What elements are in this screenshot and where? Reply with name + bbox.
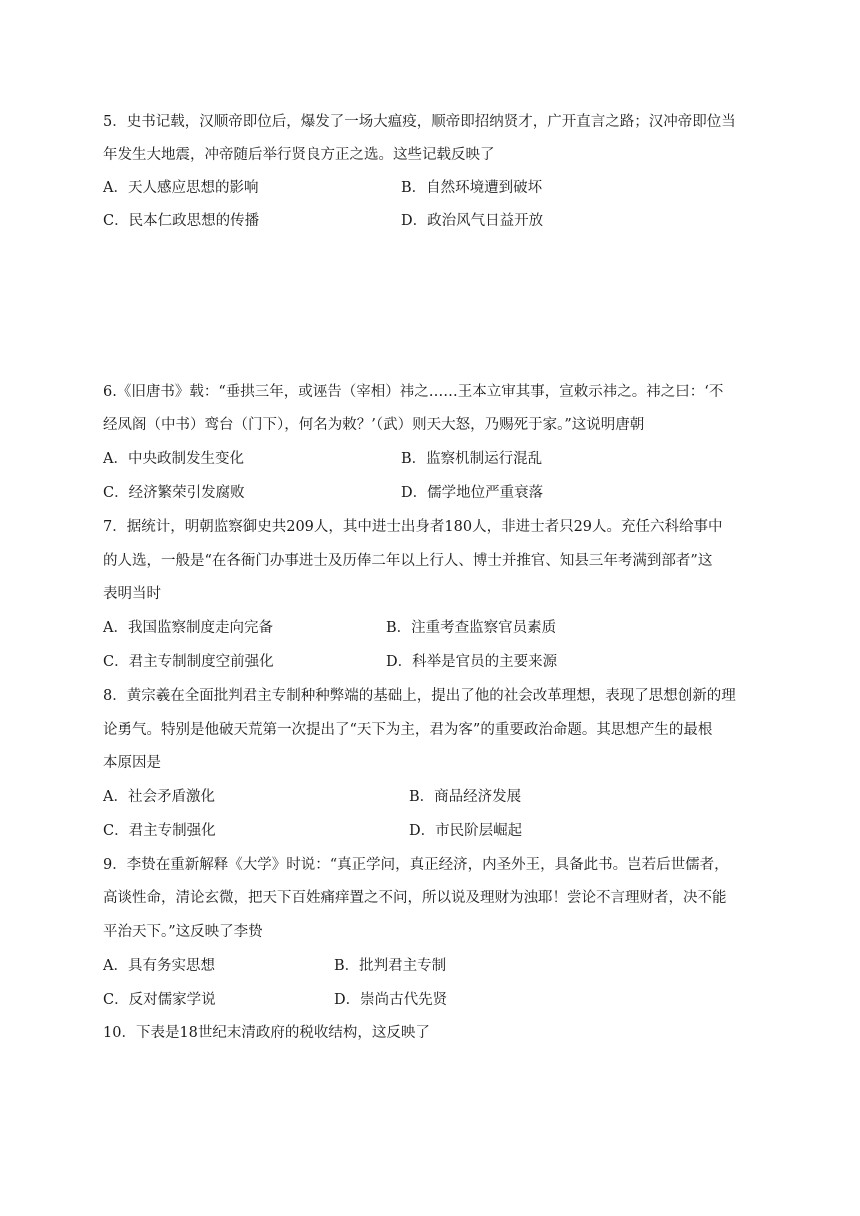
question-5-option-d: D．政治风气日益开放 xyxy=(401,213,544,229)
question-8-option-b: B．商品经济发展 xyxy=(409,789,522,805)
question-6-option-b: B．监察机制运行混乱 xyxy=(401,451,543,467)
question-5-option-c: C．民本仁政思想的传播 xyxy=(103,213,260,229)
question-8-stem-line-2: 论勇气。特别是他破天荒第一次提出了“天下为主，君为客”的重要政治命题。其思想产生的最根 xyxy=(103,722,713,738)
question-5-option-a: A．天人感应思想的影响 xyxy=(103,180,259,196)
question-9-stem-line-1: 9．李贽在重新解释《大学》时说：“真正学问，真正经济，内圣外王，具备此书。岂若后世儒者， xyxy=(103,857,729,873)
question-8-option-c: C．君主专制强化 xyxy=(103,823,216,839)
question-8-stem-line-1: 8．黄宗羲在全面批判君主专制种种弊端的基础上，提出了他的社会改革理想，表现了思想创新的理 xyxy=(103,688,736,704)
question-9-option-d: D．崇尚古代先贤 xyxy=(334,992,448,1008)
question-5-stem-line-2: 年发生大地震，冲帝随后举行贤良方正之选。这些记载反映了 xyxy=(103,147,495,163)
question-7-option-a: A．我国监察制度走向完备 xyxy=(103,620,273,636)
question-5-stem-line-1: 5．史书记载，汉顺帝即位后，爆发了一场大瘟疫，顺帝即招纳贤才，广开直言之路；汉冲帝即位当 xyxy=(103,114,736,130)
question-7-stem-line-3: 表明当时 xyxy=(103,586,161,602)
question-10-stem-line-1: 10．下表是18世纪末清政府的税收结构，这反映了 xyxy=(103,1025,430,1041)
question-9-stem-line-2: 高谈性命，清论玄微，把天下百姓痛痒置之不问，所以说及理财为浊耶！尝论不言理财者，决不能 xyxy=(103,890,727,906)
question-5-option-b: B．自然环境遭到破坏 xyxy=(401,180,543,196)
question-6-option-a: A．中央政制发生变化 xyxy=(103,451,244,467)
question-9-option-c: C．反对儒家学说 xyxy=(103,992,216,1008)
question-7-option-c: C．君主专制制度空前强化 xyxy=(103,654,274,670)
question-9-option-a: A．具有务实思想 xyxy=(103,958,215,974)
question-7-stem-line-2: 的人选，一般是“在各衙门办事进士及历俸二年以上行人、博士并推官、知县三年考满到部者”这 xyxy=(103,553,713,569)
question-8-stem-line-3: 本原因是 xyxy=(103,755,161,771)
question-6-stem-line-1: 6.《旧唐书》载：“垂拱三年，或诬告（宰相）祎之……王本立审其事，宣敕示祎之。祎之曰：‘不 xyxy=(103,384,724,400)
question-7-stem-line-1: 7．据统计，明朝监察御史共209人，其中进士出身者180人，非进士者只29人。充任六科给事中 xyxy=(103,519,723,535)
question-9-stem-line-3: 平治天下。”这反映了李贽 xyxy=(103,924,263,940)
question-6-option-c: C．经济繁荣引发腐败 xyxy=(103,485,245,501)
question-7-option-b: B．注重考查监察官员素质 xyxy=(386,620,557,636)
question-9-option-b: B．批判君主专制 xyxy=(334,958,447,974)
question-6-stem-line-2: 经凤阁（中书）鸾台（门下），何名为敕？’（武）则天大怒，乃赐死于家。”这说明唐朝 xyxy=(103,417,645,433)
question-8-option-a: A．社会矛盾激化 xyxy=(103,789,215,805)
question-7-option-d: D．科举是官员的主要来源 xyxy=(386,654,558,670)
question-8-option-d: D．市民阶层崛起 xyxy=(409,823,523,839)
question-6-option-d: D．儒学地位严重衰落 xyxy=(401,485,544,501)
